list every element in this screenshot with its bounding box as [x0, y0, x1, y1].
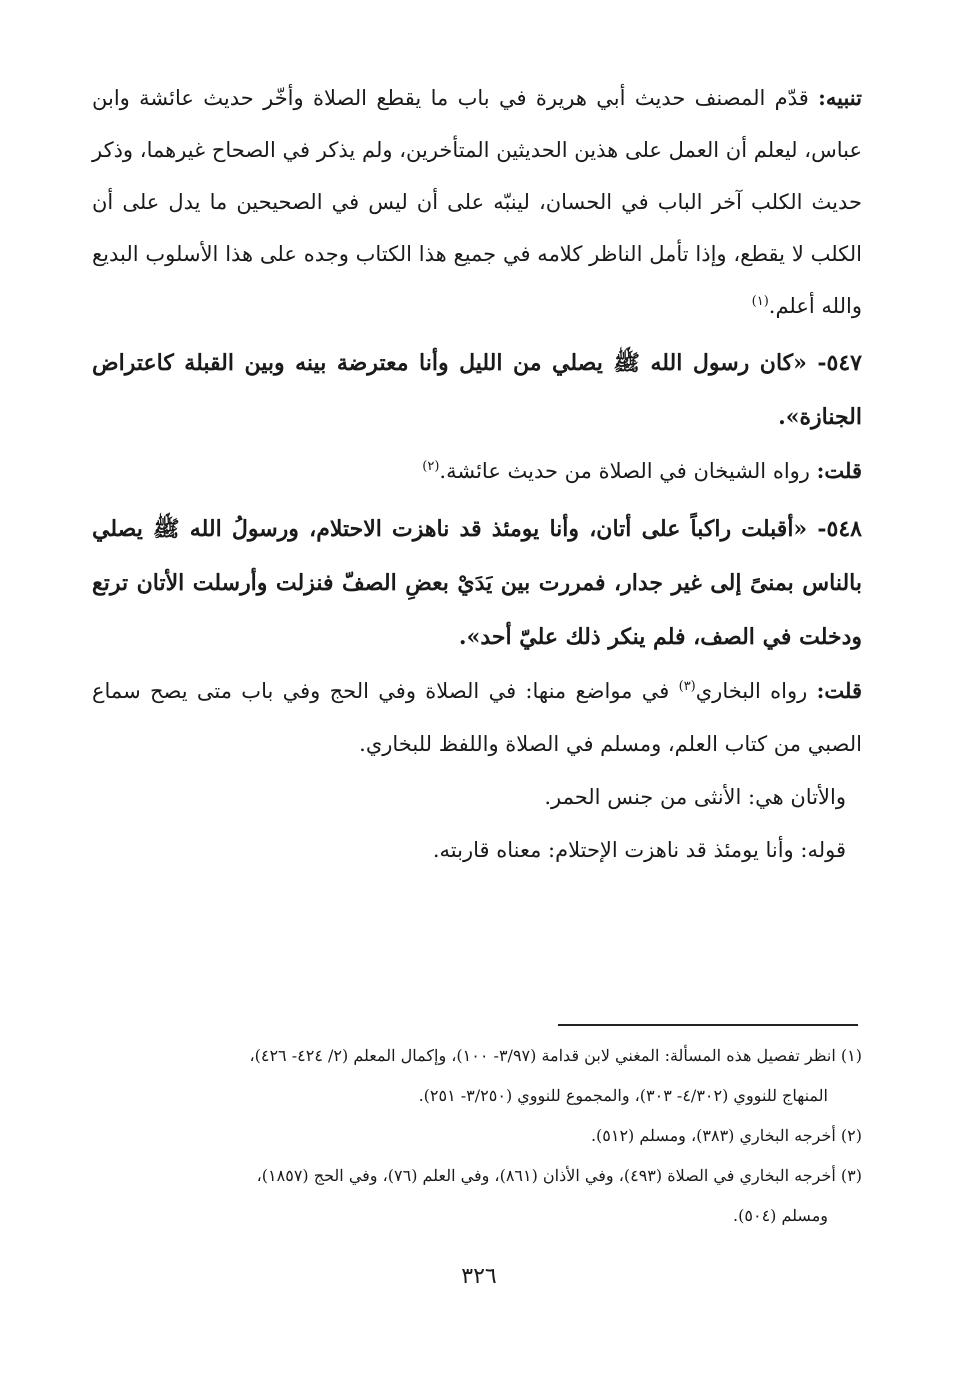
qult-548-text-after: في مواضع منها: في الصلاة وفي الحج وفي باب متى يصح سماع الصبي من كتاب العلم، ومسلم في الصلاة واللفظ للبخاري. — [92, 679, 862, 756]
footnote-3-line-1: (٣) أخرجه البخاري في الصلاة (٤٩٣)، وفي الأذان (٨٦١)، وفي العلم (٧٦)، وفي الحج (١٨٥٧)، — [256, 1166, 862, 1185]
footnote-1-line-1: (١) انظر تفصيل هذه المسألة: المغني لابن قدامة (٣/٩٧- ١٠٠)، وإكمال المعلم (٢/ ٤٢٤- ٤٢٦)، — [249, 1046, 862, 1065]
qult-548-text-before: رواه البخاري — [695, 679, 808, 703]
footnote-1-line-2: المنهاج للنووي (٤/٣٠٢- ٣٠٣)، والمجموع للنووي (٣/٢٥٠- ٢٥١). — [418, 1086, 828, 1105]
qult-548-paragraph — [92, 664, 862, 771]
hadith-548-text: «أقبلت راكباً على أتان، وأنا يومئذ قد ناهزت الاحتلام، ورسولُ الله ﷺ يصلي بالناس بمنىً إلى غير جدار، فمررت بين يَدَيْ بعضِ الصفّ فنزلت وأرسلت الأتان ترتع ودخلت في الصف، فلم ينكر ذلك عليّ أحد». — [92, 516, 862, 650]
hadith-547-text: «كان رسول الله ﷺ يصلي من الليل وأنا معترضة بينه وبين القبلة كاعتراض الجنازة». — [92, 350, 862, 430]
hadith-547-number: ٥٤٧- — [817, 350, 862, 376]
qult-548-lead: قلت: — [816, 678, 862, 703]
footnote-2: (٢) أخرجه البخاري (٣٨٣)، ومسلم (٥١٢). — [590, 1126, 862, 1145]
page-number: ٣٢٦ — [461, 1264, 497, 1289]
footnote-ref-3[interactable]: (٣) — [678, 679, 696, 694]
footnote-divider — [558, 1024, 858, 1026]
hadith-547 — [92, 336, 862, 444]
footnote-ref-2[interactable]: (٢) — [422, 459, 440, 474]
footnote-3-line-2: ومسلم (٥٠٤). — [733, 1206, 828, 1225]
qult-547-lead: قلت: — [816, 458, 862, 483]
qult-547-text: رواه الشيخان في الصلاة من حديث عائشة. — [439, 459, 810, 483]
page-body — [92, 72, 862, 877]
note-nahazt: قوله: وأنا يومئذ قد ناهزت الإحتلام: معناه قاربته. — [432, 838, 846, 862]
tanbih-lead: تنبيه: — [818, 85, 862, 110]
note-atan: والأتان هي: الأنثى من جنس الحمر. — [544, 785, 846, 809]
qult-547-paragraph — [92, 444, 862, 498]
hadith-548-number: ٥٤٨- — [817, 516, 862, 542]
footnotes-section — [92, 1036, 862, 1236]
hadith-548 — [92, 502, 862, 664]
footnote-ref-1[interactable]: (١) — [751, 294, 769, 309]
tanbih-text: قدّم المصنف حديث أبي هريرة في باب ما يقطع الصلاة وأخّر حديث عائشة وابن عباس، ليعلم أن العمل على هذين الحديثين المتأخرين، ولم يذكر في الصحاح غيرهما، وذكر حديث الكلب آخر الباب في الحسان، لينبّه على أن ليس في الصحيحين ما يدل على أن الكلب لا يقطع، وإذا تأمل الناظر كلامه في جميع هذا الكتاب وجده على هذا الأسلوب البديع والله أعلم. — [92, 86, 862, 318]
tanbih-paragraph — [92, 72, 862, 332]
